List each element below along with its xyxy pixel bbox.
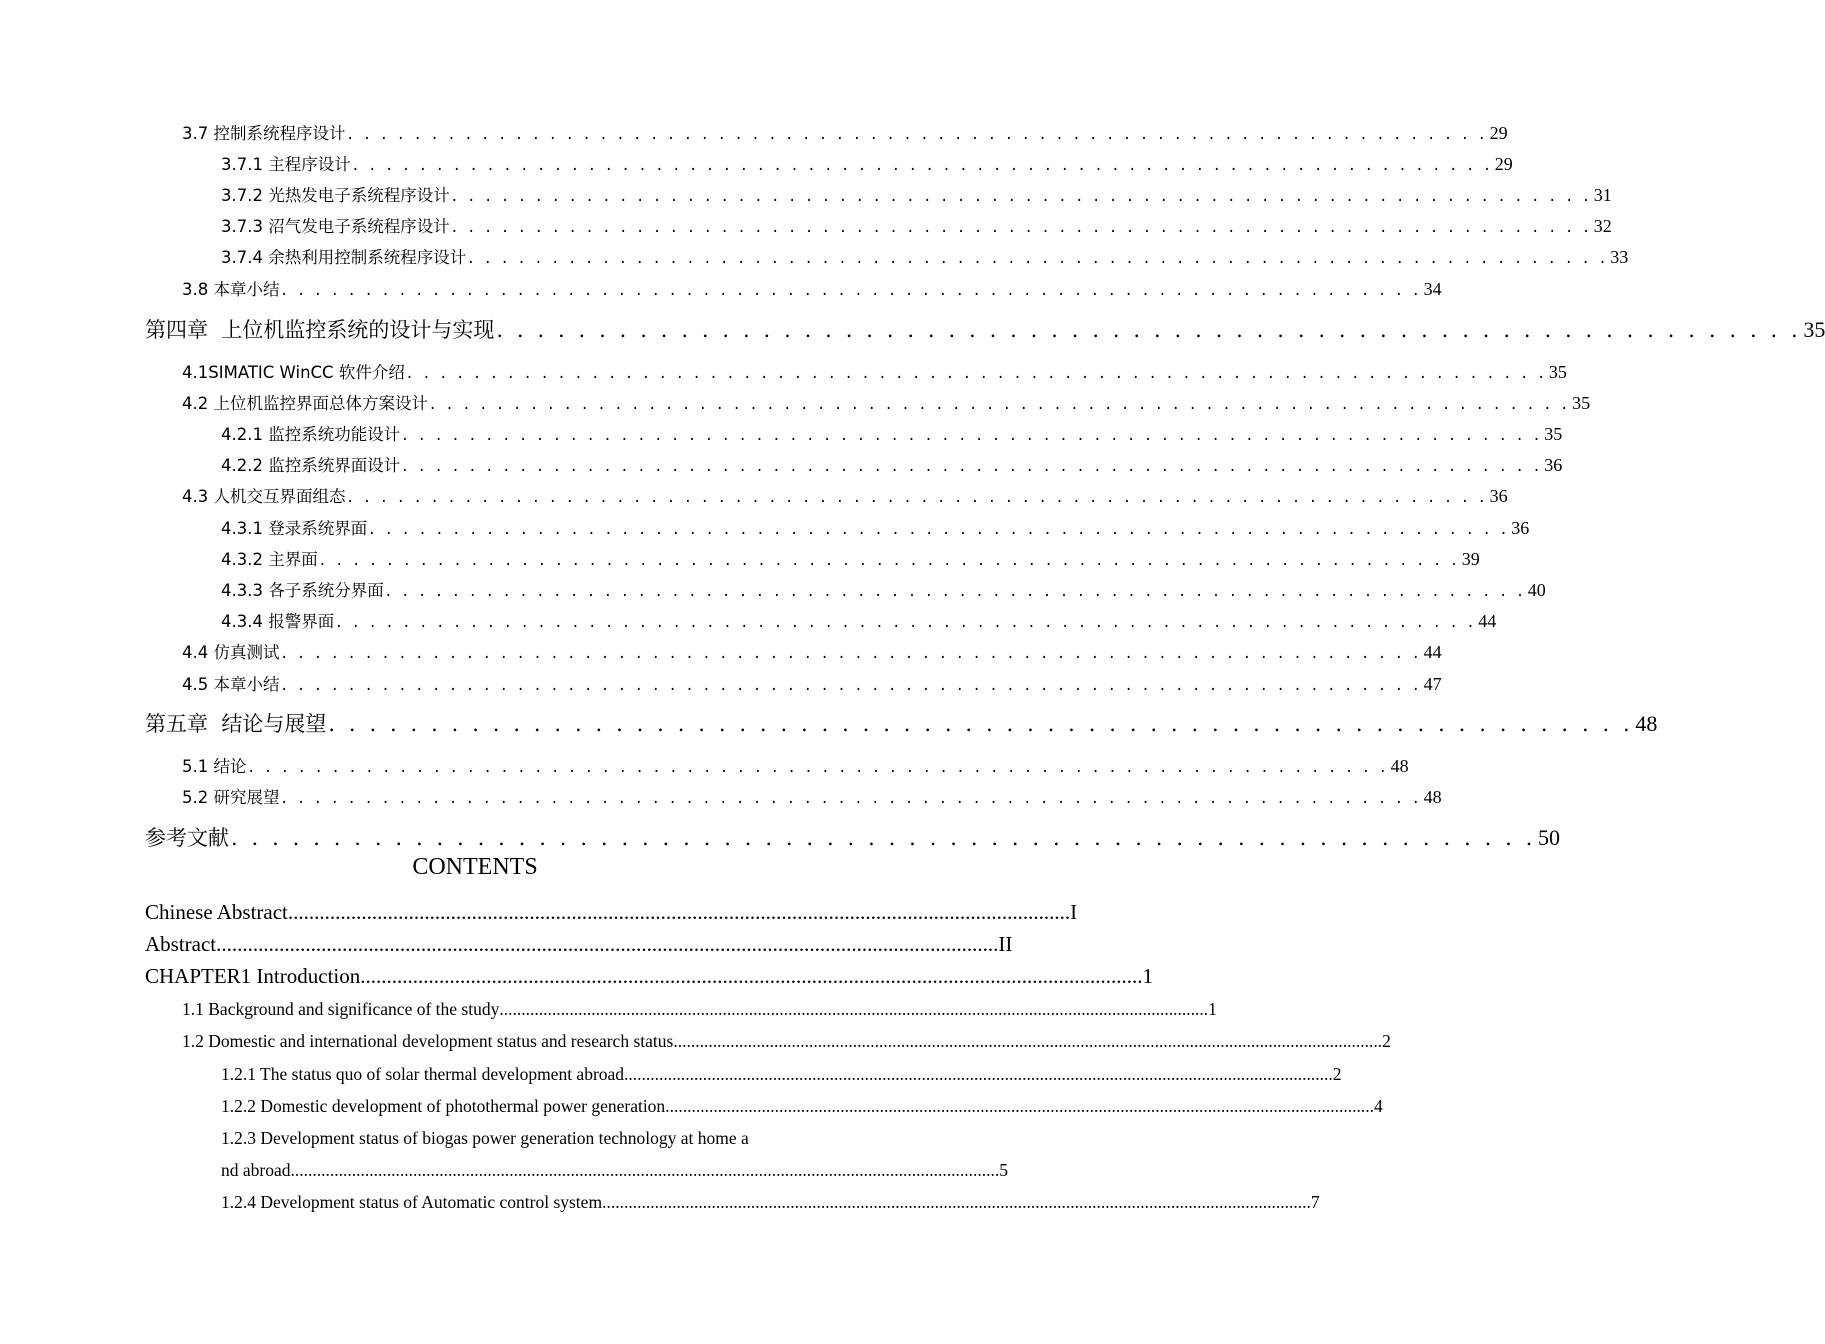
toc-number: 4.4 [182,643,209,662]
toc-title: 沼气发电子系统程序设计 [268,217,450,236]
toc-page-number: 5 [999,1160,1008,1180]
toc-title: 主程序设计 [268,155,351,174]
leader-dots: . . . . . . . . . . . . . . . . . . . . . . . . . . . . . . . . . . . . . . . . . . . . . . . . . . . . . . . . . . . . . . . . . . . . [385,581,1526,600]
toc-page-number: 36 [1511,518,1530,538]
leader-dots: .................................................................................................................................................................. [624,1064,1333,1084]
toc-entry[interactable] [221,515,1530,539]
toc-entry[interactable] [221,1096,1383,1117]
toc-chapter-title: 结论与展望 [221,712,327,736]
toc-page-number: 48 [1635,711,1658,736]
leader-dots: . . . . . . . . . . . . . . . . . . . . . . . . . . . . . . . . . . . . . . . . . . . . . . . . . . . . . . . . . . . . . . . . . . . . [347,487,1488,506]
leader-dots: ..................................................................................................................................................... [216,932,999,956]
toc-title-continued: nd abroad [221,1160,291,1180]
toc-title: 光热发电子系统程序设计 [268,186,450,205]
toc-title: 上位机监控界面总体方案设计 [213,394,428,413]
toc-number: 3.7.2 [221,186,263,205]
leader-dots: . . . . . . . . . . . . . . . . . . . . . . . . . . . . . . . . . . . . . . . . . . . . . . . . . . . . . . . . . . . . . . . . . . . . [336,612,1477,631]
toc-entry[interactable] [221,213,1612,237]
toc-number: 4.1 [182,363,209,382]
toc-page-number: II [998,932,1013,956]
toc-chapter-number: 第四章 [145,318,208,342]
leader-dots: . . . . . . . . . . . . . . . . . . . . . . . . . . . . . . . . . . . . . . . . . . . . . . . . . . . . . . . . . . . . . . . . . . . . [319,550,1460,569]
toc-page-number: 35 [1803,317,1825,342]
toc-page-number: 33 [1610,247,1629,267]
toc-number: 4.3.3 [221,581,263,600]
toc-chapter-entry[interactable] [145,964,1153,989]
toc-entry[interactable] [221,546,1480,570]
toc-title: SIMATIC WinCC 软件介绍 [208,363,405,382]
toc-page-number: 44 [1478,611,1497,631]
leader-dots: . . . . . . . . . . . . . . . . . . . . . . . . . . . . . . . . . . . . . . . . . . . . . . . . . . . . . . . . . . . . . . . . . . . . [451,186,1592,205]
leader-dots: .................................................................................................................................................................. [665,1096,1374,1116]
toc-entry[interactable] [182,1031,1391,1052]
leader-dots: . . . . . . . . . . . . . . . . . . . . . . . . . . . . . . . . . . . . . . . . . . . . . . . . . . . . . . . . . . . . . . . . . . . . [369,519,1510,538]
toc-entry[interactable] [221,1064,1342,1085]
toc-chapter-entry[interactable] [145,822,1560,852]
leader-dots: . . . . . . . . . . . . . . . . . . . . . . . . . . . . . . . . . . . . . . . . . . . . . . . . . . . . . . . . . . . . . . . . . . . . [406,363,1547,382]
toc-title: 结论 [213,757,247,776]
toc-chapter-title: 参考文献 [145,826,229,850]
toc-page-number: 7 [1310,1192,1320,1212]
toc-page-number: 1 [1142,964,1153,988]
toc-number: 4.3.1 [221,519,263,538]
toc-title: 1.2.1 The status quo of solar thermal development abroad [221,1064,625,1084]
leader-dots: .................................................................................................................................................................. [673,1031,1383,1051]
toc-chapter-entry[interactable] [145,932,1013,957]
toc-entry[interactable] [221,1192,1320,1213]
toc-title: 登录系统界面 [268,519,368,538]
toc-entry[interactable] [221,1160,1008,1181]
toc-number: 3.7 [182,124,209,143]
toc-entry[interactable] [182,483,1508,507]
leader-dots: . . . . . . . . . . . . . . . . . . . . . . . . . . . . . . . . . . . . . . . . . . . . . . . . . . . . . . . . . . . . . . . . . . . . [281,280,1422,299]
toc-entry[interactable] [221,421,1563,445]
leader-dots: . . . . . . . . . . . . . . . . . . . . . . . . . . . . . . . . . . . . . . . . . . . . . . . . . . . . . . . . . . . . . . . . . . . . [430,394,1571,413]
leader-dots: . . . . . . . . . . . . . . . . . . . . . . . . . . . . . . . . . . . . . . . . . . . . . . . . . . . . . . . . . . . . . . . . [496,318,1802,342]
toc-entry[interactable] [182,276,1442,300]
toc-page-number: 47 [1423,674,1442,694]
toc-entry[interactable] [182,784,1442,808]
leader-dots: . . . . . . . . . . . . . . . . . . . . . . . . . . . . . . . . . . . . . . . . . . . . . . . . . . . . . . . . . . . . . . . . . . . . [402,425,1543,444]
toc-page-number: 36 [1544,455,1563,475]
toc-page-number: 2 [1332,1064,1342,1084]
toc-page-number: 39 [1461,549,1480,569]
toc-title: 控制系统程序设计 [213,124,346,143]
toc-title: 研究展望 [213,788,280,807]
toc-chapter-title: Chinese Abstract [145,900,288,924]
toc-page-number: 29 [1494,154,1513,174]
toc-entry[interactable] [221,151,1513,175]
toc-entry[interactable] [221,244,1629,268]
leader-dots: ..................................................................................................................................................... [287,900,1071,924]
toc-title: 监控系统功能设计 [268,425,401,444]
toc-page-number: 35 [1572,393,1591,413]
toc-page-number: 32 [1593,216,1612,236]
toc-title: 余热利用控制系统程序设计 [268,248,467,267]
leader-dots: . . . . . . . . . . . . . . . . . . . . . . . . . . . . . . . . . . . . . . . . . . . . . . . . . . . . . . . . . . . . . . . . [231,826,1536,850]
contents-heading: CONTENTS [412,854,538,880]
toc-page-number: 1 [1208,999,1217,1019]
toc-number: 3.7.3 [221,217,263,236]
toc-title: 1.1 Background and significance of the study [182,999,500,1019]
leader-dots: . . . . . . . . . . . . . . . . . . . . . . . . . . . . . . . . . . . . . . . . . . . . . . . . . . . . . . . . . . . . . . . . . . . . [281,675,1422,694]
toc-page-number: 2 [1382,1031,1391,1051]
toc-title: 主界面 [268,550,318,569]
leader-dots: . . . . . . . . . . . . . . . . . . . . . . . . . . . . . . . . . . . . . . . . . . . . . . . . . . . . . . . . . . . . . . . . . . . . [347,124,1488,143]
toc-page-number: 29 [1489,123,1508,143]
toc-number: 5.1 [182,757,209,776]
toc-entry[interactable] [221,577,1546,601]
toc-chapter-entry[interactable] [145,900,1078,925]
toc-chapter-title: CHAPTER1 Introduction [145,964,361,988]
toc-entry[interactable] [182,999,1217,1020]
toc-chapter-title: Abstract [145,932,217,956]
toc-chapter-number: 第五章 [145,712,208,736]
toc-page-number: 35 [1544,424,1563,444]
toc-number: 4.5 [182,675,209,694]
leader-dots: . . . . . . . . . . . . . . . . . . . . . . . . . . . . . . . . . . . . . . . . . . . . . . . . . . . . . . . . . . . . . . . . [328,712,1634,736]
leader-dots: . . . . . . . . . . . . . . . . . . . . . . . . . . . . . . . . . . . . . . . . . . . . . . . . . . . . . . . . . . . . . . . . . . . . [352,155,1493,174]
toc-title: 人机交互界面组态 [213,487,346,506]
leader-dots: . . . . . . . . . . . . . . . . . . . . . . . . . . . . . . . . . . . . . . . . . . . . . . . . . . . . . . . . . . . . . . . . . . . . [248,757,1389,776]
toc-entry-line1[interactable]: 1.2.3 Development status of biogas power generation technology at home a [221,1128,749,1148]
toc-number: 4.2 [182,394,209,413]
toc-title: 1.2.2 Domestic development of photothermal power generation [221,1096,666,1116]
toc-entry[interactable] [182,639,1442,663]
toc-page-number: 44 [1423,642,1442,662]
toc-entry[interactable] [221,452,1563,476]
toc-number: 4.3 [182,487,209,506]
toc-number: 3.7.4 [221,248,263,267]
toc-entry[interactable] [182,359,1567,383]
toc-entry[interactable] [182,390,1591,414]
toc-page-number: 48 [1423,787,1442,807]
leader-dots: .................................................................................................................................................................. [602,1192,1311,1212]
toc-number: 3.8 [182,280,209,299]
toc-page-number: 4 [1373,1096,1383,1116]
toc-page-number: 36 [1489,486,1508,506]
leader-dots: . . . . . . . . . . . . . . . . . . . . . . . . . . . . . . . . . . . . . . . . . . . . . . . . . . . . . . . . . . . . . . . . . . . . [468,248,1609,267]
toc-page-number: 40 [1527,580,1546,600]
leader-dots: ..................................................................................................................................................... [360,964,1143,988]
toc-title: 仿真测试 [213,643,280,662]
toc-number: 3.7.1 [221,155,263,174]
leader-dots: . . . . . . . . . . . . . . . . . . . . . . . . . . . . . . . . . . . . . . . . . . . . . . . . . . . . . . . . . . . . . . . . . . . . [451,217,1592,236]
leader-dots: . . . . . . . . . . . . . . . . . . . . . . . . . . . . . . . . . . . . . . . . . . . . . . . . . . . . . . . . . . . . . . . . . . . . [281,788,1422,807]
toc-page-number: 48 [1390,756,1409,776]
toc-title: 本章小结 [213,675,280,694]
toc-number: 4.2.2 [221,456,263,475]
toc-entry[interactable] [221,182,1612,206]
leader-dots: .................................................................................................................................................................. [499,999,1209,1019]
toc-title: 本章小结 [213,280,280,299]
toc-page-number: I [1070,900,1078,924]
toc-page-number: 50 [1537,825,1560,850]
toc-page-number: 34 [1423,279,1442,299]
leader-dots: . . . . . . . . . . . . . . . . . . . . . . . . . . . . . . . . . . . . . . . . . . . . . . . . . . . . . . . . . . . . . . . . . . . . [281,643,1422,662]
toc-page-number: 31 [1593,185,1612,205]
leader-dots: . . . . . . . . . . . . . . . . . . . . . . . . . . . . . . . . . . . . . . . . . . . . . . . . . . . . . . . . . . . . . . . . . . . . [402,456,1543,475]
toc-number: 4.2.1 [221,425,263,444]
toc-chapter-title: 上位机监控系统的设计与实现 [221,318,495,342]
toc-title: 1.2 Domestic and international development status and research status [182,1031,674,1051]
toc-title: 1.2.4 Development status of Automatic control system [221,1192,603,1212]
toc-title: 各子系统分界面 [268,581,384,600]
toc-entry[interactable] [182,671,1442,695]
toc-title: 监控系统界面设计 [268,456,401,475]
toc-chapter-entry[interactable] [145,708,1658,738]
toc-title: 报警界面 [268,612,335,631]
toc-entry[interactable] [221,608,1497,632]
toc-number: 4.3.4 [221,612,263,631]
leader-dots: .................................................................................................................................................................. [290,1160,1000,1180]
toc-number: 5.2 [182,788,209,807]
toc-entry[interactable] [182,753,1409,777]
toc-number: 4.3.2 [221,550,263,569]
toc-entry[interactable] [182,120,1508,144]
toc-page-number: 35 [1548,362,1567,382]
toc-chapter-entry[interactable] [145,314,1825,344]
